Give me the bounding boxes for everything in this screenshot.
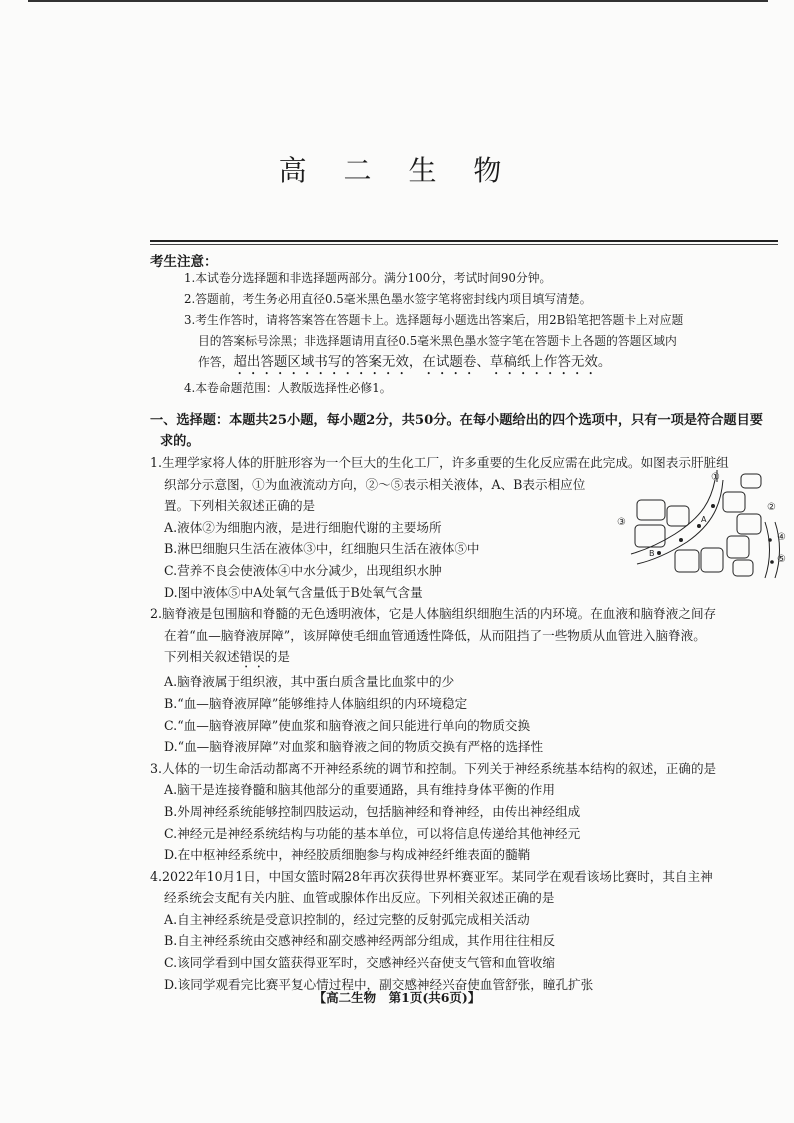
top-border-line (28, 0, 768, 2)
question-2-option-a: A.脑脊液属于组织液，其中蛋白质含量比血浆中的少 (164, 674, 455, 690)
header-divider (150, 240, 778, 242)
notice-block (184, 268, 778, 399)
question-4-option-a: A.自主神经系统是受意识控制的，经过完整的反射弧完成相关活动 (164, 911, 530, 927)
notice-item-1: 1.本试卷分选择题和非选择题两部分。满分100分，考试时间90分钟。 (184, 271, 552, 285)
tissue-cell (733, 560, 753, 576)
question-3-option-c: C.神经元是神经系统结构与功能的基本单位，可以将信息传递给其他神经元 (164, 825, 581, 841)
question-2-stem-2: 在着“血—脑脊液屏障”，该屏障使毛细血管通透性降低，从而阻挡了一些物质从血管进入脑脊液。 (164, 627, 706, 643)
question-2 (150, 603, 784, 758)
notice-item-4: 4.本卷命题范围：人教版选择性必修1。 (184, 381, 392, 395)
tissue-cell (667, 506, 689, 526)
liver-tissue-diagram (615, 470, 790, 582)
tissue-cell (701, 548, 723, 572)
notice-item-3-cont: 目的答案标号涂黑；非选择题请用直径0.5毫米黑色墨水签字笔在答题卡上各题的答题区域内 (198, 334, 677, 348)
notice-item-3-cont2 (184, 352, 778, 378)
tissue-cell (723, 492, 745, 512)
question-2-option-d: D.“血—脑脊液屏障”对血浆和脑脊液之间的物质交换有严格的选择性 (164, 739, 544, 755)
page-title: 高 二 生 物 (278, 153, 516, 187)
question-1-stem-1: 1.生理学家将人体的肝脏形容为一个巨大的生化工厂，许多重要的生化反应需在此完成。如图表示肝脏组 (150, 455, 729, 470)
lymph-cell (770, 560, 774, 564)
lymph-cell (768, 538, 772, 542)
lymph-vessel-wall (765, 522, 770, 578)
question-3-option-b: B.外周神经系统能够控制四肢运动，包括脑神经和脊神经，由传出神经组成 (164, 803, 581, 819)
question-3-option-a: A.脑干是连接脊髓和脑其他部分的重要通路，具有维持身体平衡的作用 (164, 782, 555, 798)
diagram-label-2: ② (767, 502, 776, 513)
notice-item-3: 3.考生作答时，请将答案答在答题卡上。选择题每小题选出答案后，用2B铅笔把答题卡上对应题 (184, 313, 684, 327)
question-3-stem-1: 3.人体的一切生命活动都离不开神经系统的调节和控制。下列关于神经系统基本结构的叙述，正确的是 (150, 760, 717, 776)
tissue-cell (635, 525, 665, 547)
notice-text: 作答， (198, 355, 234, 369)
blood-cell (697, 524, 701, 528)
notice-emphasis: 超出答题区域书写的答案无效，在试题卷、草稿纸上作答无效。 (233, 354, 612, 370)
question-4 (150, 866, 784, 996)
tissue-cell (741, 474, 761, 488)
tissue-cell (637, 500, 665, 520)
question-2-stem-3c: 的是 (264, 649, 290, 665)
question-4-stem-1: 4.2022年10月1日，中国女篮时隔28年再次获得世界杯赛亚军。某同学在观看该场比赛时，其自主神 (150, 868, 713, 884)
question-2-emphasis: 错误 (239, 649, 265, 665)
section-heading (150, 410, 782, 452)
question-2-stem-3a: 下列相关叙述 (164, 649, 240, 665)
question-2-stem-3 (150, 646, 784, 671)
section-line-2: 求的。 (160, 434, 200, 449)
blood-cell (679, 538, 683, 542)
question-2-option-c: C.“血—脑脊液屏障”使血浆和脑脊液之间只能进行单向的物质交换 (164, 717, 531, 733)
diagram-label-4: ④ (777, 532, 786, 543)
header-divider-thin (150, 244, 778, 245)
tissue-cell (737, 514, 761, 534)
lymph-vessel-wall (775, 522, 780, 578)
question-2-option-b: B.“血—脑脊液屏障”能够维持人体脑组织的内环境稳定 (164, 695, 468, 711)
question-1-option-a: A.液体②为细胞内液，是进行细胞代谢的主要场所 (164, 519, 442, 535)
question-1-option-c: C.营养不良会使液体④中水分减少，出现组织水肿 (164, 562, 442, 578)
blood-cell (657, 551, 661, 555)
question-1-option-d: D.图中液体⑤中A处氧气含量低于B处氧气含量 (164, 584, 423, 600)
question-1-option-b: B.淋巴细胞只生活在液体③中，红细胞只生活在液体⑤中 (164, 541, 480, 557)
diagram-label-b: B (649, 549, 655, 558)
tissue-cell (727, 536, 749, 558)
question-4-stem-2: 经系统会支配有关内脏、血管或腺体作出反应。下列相关叙述正确的是 (164, 890, 555, 906)
question-3-option-d: D.在中枢神经系统中，神经胶质细胞参与构成神经纤维表面的髓鞘 (164, 847, 531, 863)
question-1-stem-3: 置。下列相关叙述正确的是 (164, 498, 316, 514)
notice-item-2: 2.答题前，考生务必用直径0.5毫米黑色墨水签字笔将密封线内项目填写清楚。 (184, 292, 592, 306)
diagram-label-1: ① (711, 472, 720, 483)
diagram-label-5: ⑤ (777, 554, 786, 565)
section-line-1: 一、选择题：本题共25小题，每小题2分，共50分。在每小题给出的四个选项中，只有一项是符合题目要 (150, 413, 763, 428)
blood-cell (711, 504, 715, 508)
question-4-option-c: C.该同学看到中国女篮获得亚军时，交感神经兴奋使支气管和血管收缩 (164, 955, 556, 971)
question-2-stem-1: 2.脑脊液是包围脑和脊髓的无色透明液体，它是人体脑组织细胞生活的内环境。在血液和脑脊液之间存 (150, 606, 717, 622)
question-3 (150, 758, 784, 866)
diagram-label-a: A (701, 515, 707, 524)
notice-heading: 考生注意： (150, 254, 218, 270)
question-4-option-d: D.该同学观看完比赛平复心情过程中，副交感神经兴奋使血管舒张，瞳孔扩张 (164, 976, 594, 992)
page-footer: 【高二生物 第1页(共6页)】 (313, 990, 481, 1005)
tissue-cell (675, 550, 699, 572)
question-4-option-b: B.自主神经系统由交感神经和副交感神经两部分组成，其作用往往相反 (164, 933, 556, 949)
question-1-stem-2: 织部分示意图，①为血液流动方向，②～⑤表示相关液体，A、B表示相应位 (164, 476, 586, 492)
diagram-label-3: ③ (617, 517, 626, 528)
